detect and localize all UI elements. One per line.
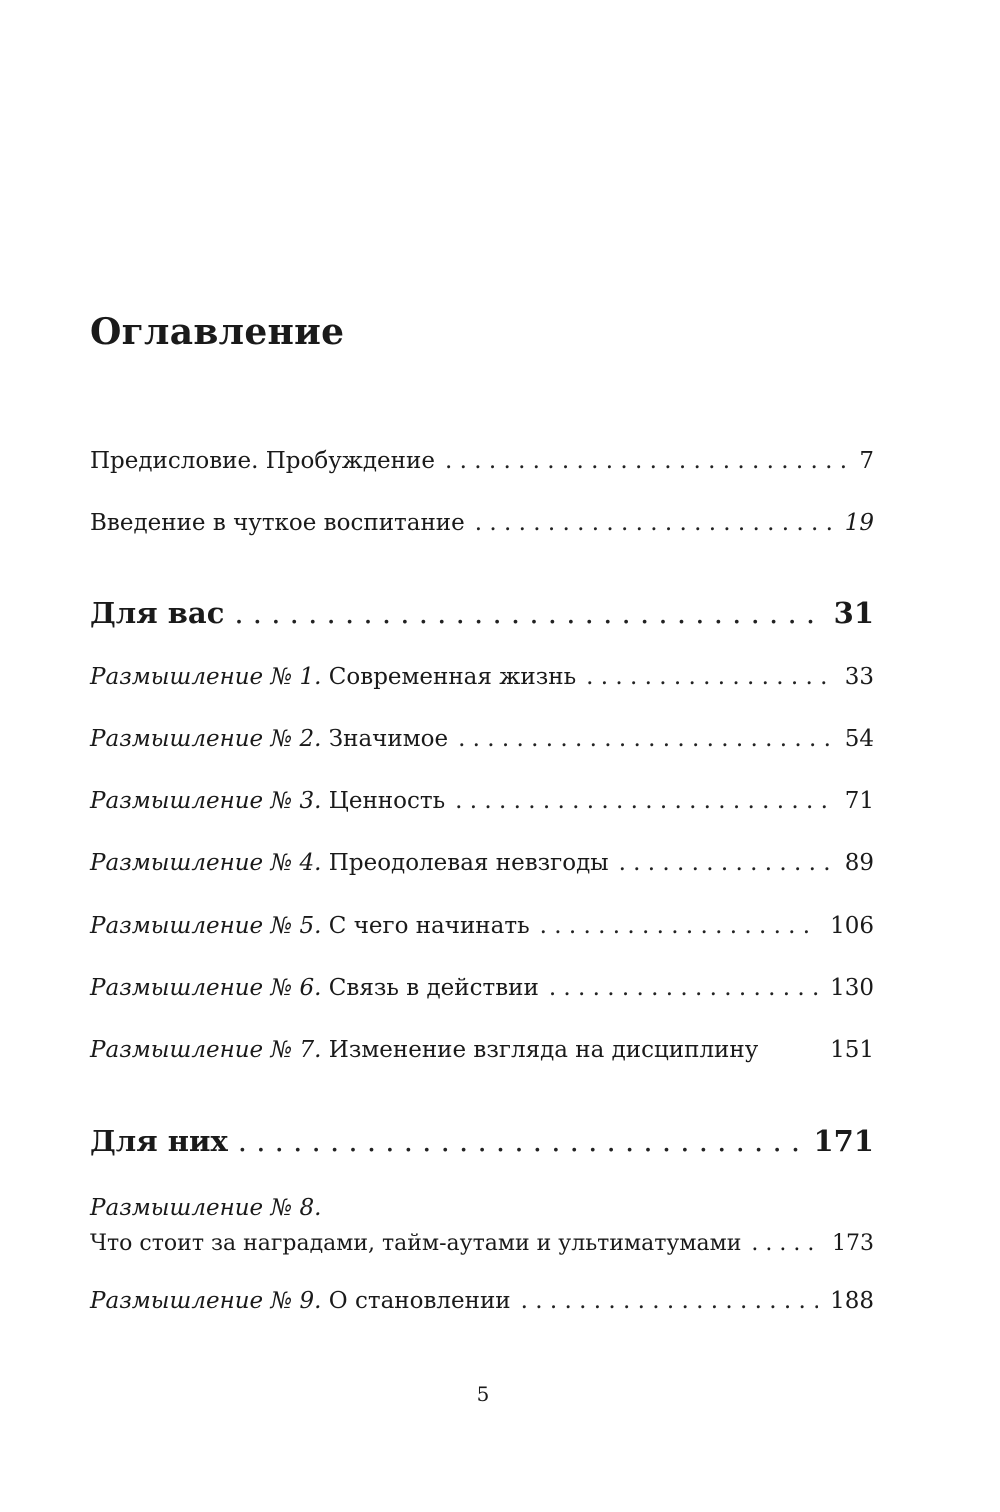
toc-section-title: Для вас <box>90 596 225 630</box>
dot-leader <box>619 843 833 883</box>
toc-entry-page: 106 <box>830 913 874 939</box>
toc-entry-page: 130 <box>830 975 874 1001</box>
dot-leader <box>751 1226 820 1262</box>
toc-entry-page: 7 <box>859 448 874 474</box>
toc-entry-reflection-6[interactable] <box>90 968 874 1008</box>
toc-entry-page: 188 <box>830 1288 874 1314</box>
toc-section-page: 31 <box>833 596 874 630</box>
toc-section-title: Для них <box>90 1124 228 1158</box>
toc-entry-page: 89 <box>844 850 874 876</box>
dot-leader <box>234 590 821 636</box>
toc-entry-lead: Размышление № 1. <box>90 664 322 690</box>
toc-entry-label: Преодолевая невзгоды <box>328 850 609 876</box>
toc-entry-page: 151 <box>830 1037 874 1063</box>
toc-section-page: 171 <box>813 1124 874 1158</box>
toc-entry-reflection-9[interactable] <box>90 1281 874 1321</box>
toc-entry-lead: Размышление № 2. <box>90 726 322 752</box>
dot-leader <box>455 781 833 821</box>
toc-entry-reflection-3[interactable] <box>90 781 874 821</box>
toc-entry-reflection-7[interactable] <box>90 1030 874 1070</box>
toc-entry-page: 71 <box>844 788 874 814</box>
toc-entry-label: Предисловие. Пробуждение <box>90 448 435 474</box>
page-title: Оглавление <box>90 311 345 353</box>
toc-section-for-you[interactable] <box>90 590 874 636</box>
toc-entry-label: Современная жизнь <box>328 664 577 690</box>
toc-entry-page: 19 <box>844 510 874 536</box>
dot-leader <box>540 906 818 946</box>
toc-entry-label: Значимое <box>328 726 449 752</box>
dot-leader <box>458 719 833 759</box>
toc-entry-introduction[interactable] <box>90 503 874 543</box>
toc-entry-label: Связь в действии <box>328 975 539 1001</box>
toc-entry-label: Ценность <box>328 788 446 814</box>
toc-entry-lead: Размышление № 7. <box>90 1037 322 1063</box>
dot-leader <box>238 1118 802 1164</box>
toc-entry-lead: Размышление № 3. <box>90 788 322 814</box>
toc-entry-label: Изменение взгляда на дисциплину <box>328 1037 759 1063</box>
toc-entry-lead: Размышление № 9. <box>90 1288 322 1314</box>
toc-entry-page: 54 <box>844 726 874 752</box>
toc-section-for-them[interactable] <box>90 1118 874 1164</box>
toc-entry-lead: Размышление № 4. <box>90 850 322 876</box>
toc-entry-lead: Размышление № 8. <box>90 1195 322 1221</box>
toc-entry-label: О становлении <box>328 1288 511 1314</box>
toc-entry-lead: Размышление № 5. <box>90 913 322 939</box>
toc-entry-label: Введение в чуткое воспитание <box>90 510 465 536</box>
dot-leader <box>549 968 818 1008</box>
dot-leader <box>521 1281 818 1321</box>
page-number: 5 <box>476 1382 490 1406</box>
toc-entry-page: 33 <box>844 664 874 690</box>
toc-entry-label: Что стоит за наградами, тайм-аутами и ультиматумами <box>90 1231 742 1256</box>
toc-entry-reflection-1[interactable] <box>90 657 874 697</box>
toc-entry-reflection-5[interactable] <box>90 906 874 946</box>
toc-entry-reflection-2[interactable] <box>90 719 874 759</box>
dot-leader <box>586 657 833 697</box>
toc-entry-reflection-4[interactable] <box>90 843 874 883</box>
toc-entry-preface[interactable] <box>90 441 874 481</box>
dot-leader <box>475 503 833 543</box>
dot-leader <box>445 441 847 481</box>
toc-entry-page: 173 <box>832 1231 874 1256</box>
toc-entry-reflection-8[interactable] <box>90 1190 874 1262</box>
toc-entry-lead: Размышление № 6. <box>90 975 322 1001</box>
toc-entry-label: С чего начинать <box>328 913 530 939</box>
